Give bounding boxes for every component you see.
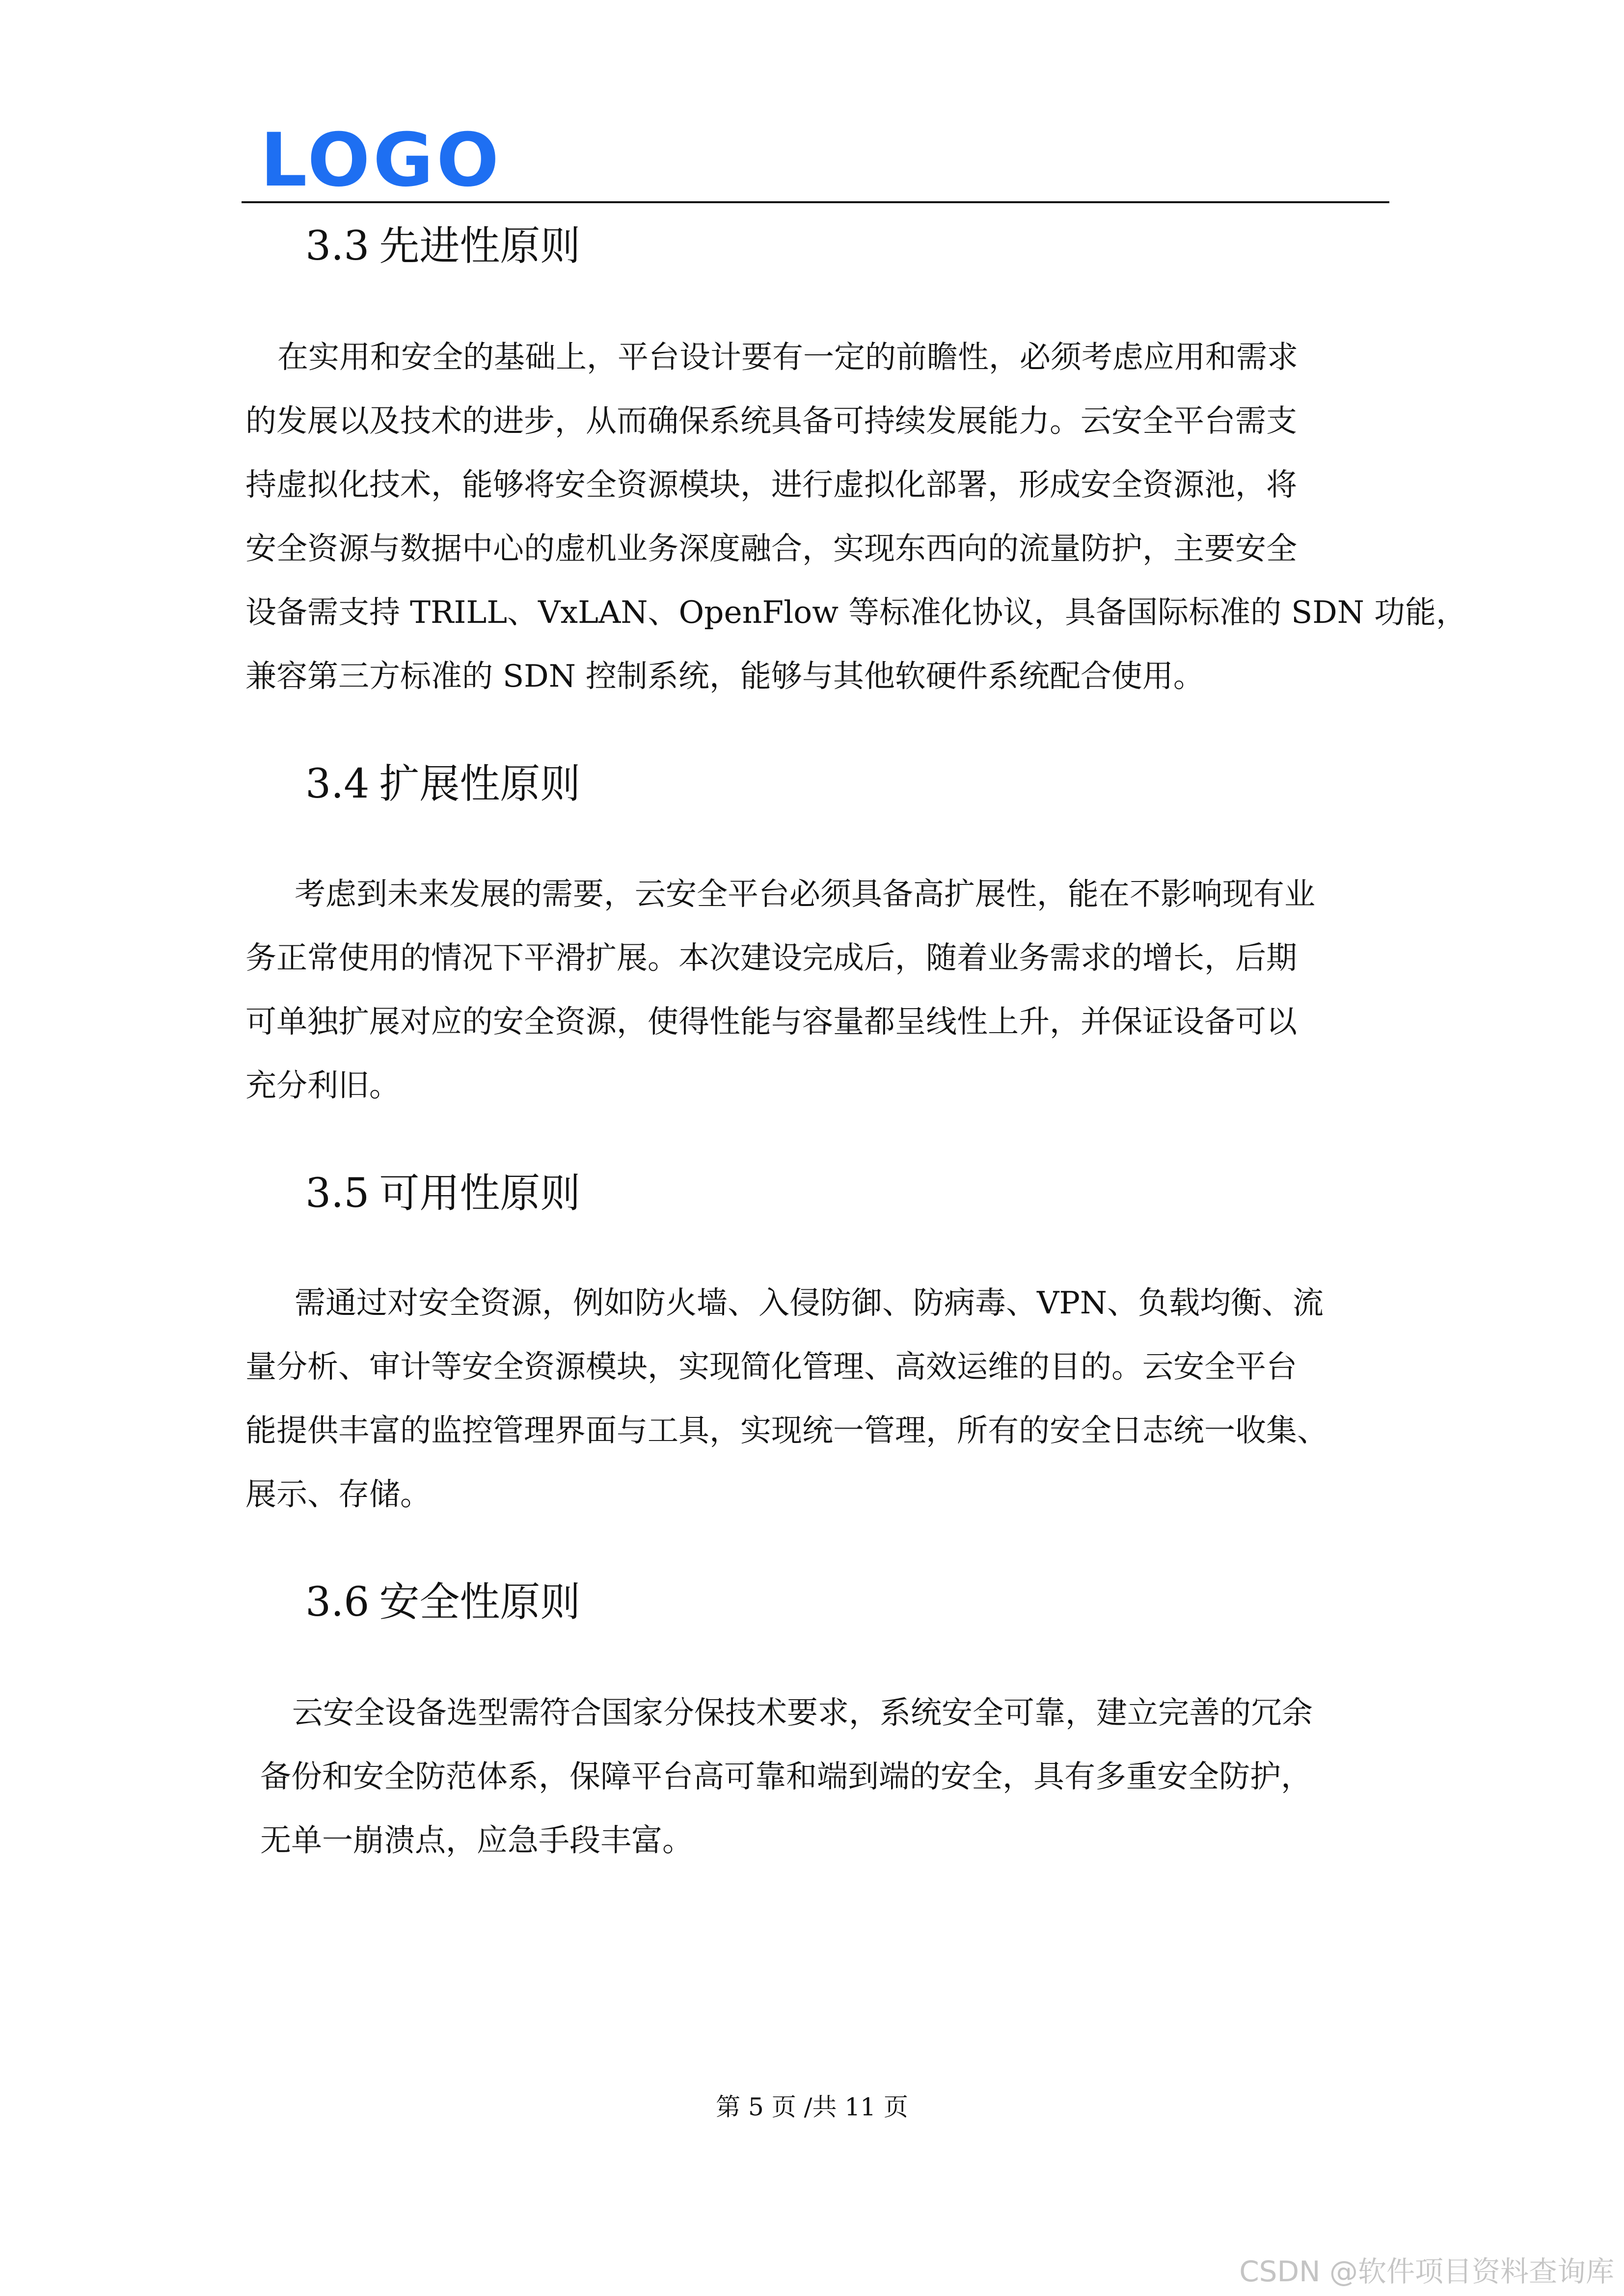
paragraph-line: 无单一崩溃点，应急手段丰富。 xyxy=(260,1822,693,1858)
section-number: 3.5 xyxy=(305,1170,370,1217)
section-number: 3.4 xyxy=(305,761,370,807)
paragraph-line: 设备需支持 TRILL、VxLAN、OpenFlow 等标准化协议，具备国际标准的 SDN 功能， xyxy=(245,594,1467,630)
header-divider xyxy=(242,201,1389,203)
paragraph-line: 云安全设备选型需符合国家分保技术要求，系统安全可靠，建立完善的冗余 xyxy=(292,1695,1313,1731)
company-logo: LOGO xyxy=(260,118,502,203)
paragraph-line: 安全资源与数据中心的虚机业务深度融合，实现东西向的流量防护，主要安全 xyxy=(245,531,1297,566)
paragraph-line: 能提供丰富的监控管理界面与工具，实现统一管理，所有的安全日志统一收集、 xyxy=(245,1413,1328,1448)
section-number: 3.6 xyxy=(305,1579,370,1626)
section-title: 扩展性原则 xyxy=(379,761,581,807)
paragraph-line: 持虚拟化技术，能够将安全资源模块，进行虚拟化部署，形成安全资源池，将 xyxy=(245,467,1297,503)
section-heading-3-6 xyxy=(305,1578,580,1627)
paragraph-line: 量分析、审计等安全资源模块，实现简化管理、高效运维的目的。云安全平台 xyxy=(245,1349,1297,1385)
section-number: 3.3 xyxy=(305,223,370,269)
paragraph-line: 充分利旧。 xyxy=(245,1068,400,1103)
section-title: 安全性原则 xyxy=(379,1579,581,1626)
section-body-3-5 xyxy=(245,1271,1389,1526)
paragraph-line: 考虑到未来发展的需要，云安全平台必须具备高扩展性，能在不影响现有业 xyxy=(295,876,1315,912)
section-body-3-4 xyxy=(245,862,1389,1118)
paragraph-line: 在实用和安全的基础上，平台设计要有一定的前瞻性，必须考虑应用和需求 xyxy=(277,339,1298,375)
section-title: 可用性原则 xyxy=(379,1170,581,1217)
section-body-3-3 xyxy=(245,325,1467,708)
paragraph-line: 务正常使用的情况下平滑扩展。本次建设完成后，随着业务需求的增长，后期 xyxy=(245,940,1297,976)
paragraph-line: 备份和安全防范体系，保障平台高可靠和端到端的安全，具有多重安全防护， xyxy=(260,1759,1312,1794)
paragraph-line: 需通过对安全资源，例如防火墙、入侵防御、防病毒、VPN、负载均衡、流 xyxy=(295,1285,1324,1321)
section-heading-3-4 xyxy=(305,760,580,809)
paragraph-line: 展示、存储。 xyxy=(245,1476,431,1512)
section-title: 先进性原则 xyxy=(379,223,581,269)
section-body-3-6 xyxy=(245,1681,1389,1872)
source-watermark: CSDN @软件项目资料查询库 xyxy=(1239,2255,1614,2288)
section-heading-3-3 xyxy=(305,222,580,271)
paragraph-line: 兼容第三方标准的 SDN 控制系统，能够与其他软硬件系统配合使用。 xyxy=(245,658,1204,694)
paragraph-line: 的发展以及技术的进步，从而确保系统具备可持续发展能力。云安全平台需支 xyxy=(245,403,1297,439)
section-heading-3-5 xyxy=(305,1169,580,1218)
paragraph-line: 可单独扩展对应的安全资源，使得性能与容量都呈线性上升，并保证设备可以 xyxy=(245,1004,1297,1040)
page-number-footer: 第 5 页 /共 11 页 xyxy=(716,2093,908,2121)
